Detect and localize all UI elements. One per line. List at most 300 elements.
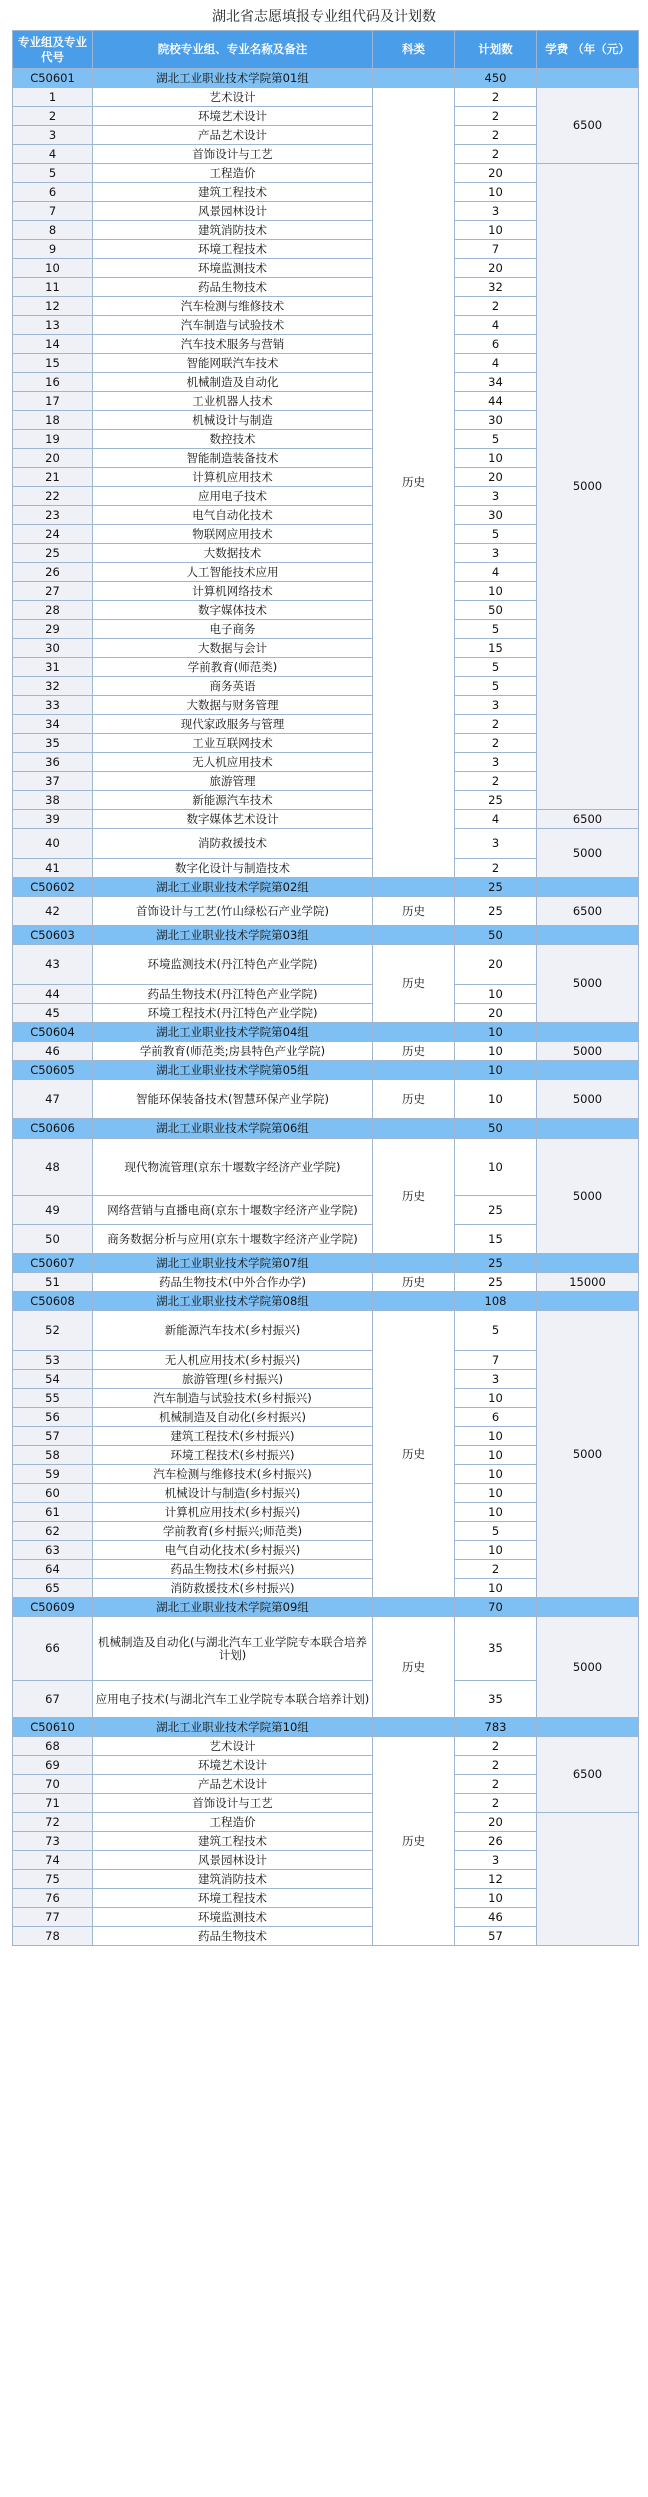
fee-cell: 6500 xyxy=(537,88,639,164)
major-plan: 10 xyxy=(455,1427,537,1446)
major-code: 30 xyxy=(13,639,93,658)
major-code: 12 xyxy=(13,297,93,316)
major-name: 大数据与财务管理 xyxy=(93,696,373,715)
fee-cell: 5000 xyxy=(537,945,639,1023)
major-plan: 2 xyxy=(455,1794,537,1813)
major-code: 37 xyxy=(13,772,93,791)
major-plan: 5 xyxy=(455,1311,537,1351)
major-code: 36 xyxy=(13,753,93,772)
major-code: 71 xyxy=(13,1794,93,1813)
major-code: 66 xyxy=(13,1617,93,1681)
header-name: 院校专业组、专业名称及备注 xyxy=(93,31,373,69)
major-name: 大数据技术 xyxy=(93,544,373,563)
major-plan: 32 xyxy=(455,278,537,297)
major-code: 18 xyxy=(13,411,93,430)
major-name: 大数据与会计 xyxy=(93,639,373,658)
subject-cell: 历史 xyxy=(373,1737,455,1946)
major-plan: 2 xyxy=(455,1756,537,1775)
major-code: 27 xyxy=(13,582,93,601)
major-code: 46 xyxy=(13,1042,93,1061)
group-row xyxy=(13,1023,639,1042)
major-plan: 3 xyxy=(455,829,537,859)
fee-cell: 5000 xyxy=(537,1617,639,1718)
subject-cell: 历史 xyxy=(373,1617,455,1718)
group-name: 湖北工业职业技术学院第09组 xyxy=(93,1598,373,1617)
major-plan: 20 xyxy=(455,1004,537,1023)
group-subject xyxy=(373,1254,455,1273)
major-row xyxy=(13,1813,639,1832)
major-plan: 20 xyxy=(455,259,537,278)
major-plan: 5 xyxy=(455,658,537,677)
major-plan: 3 xyxy=(455,487,537,506)
major-name: 消防救援技术(乡村振兴) xyxy=(93,1579,373,1598)
major-code: 45 xyxy=(13,1004,93,1023)
group-row xyxy=(13,1598,639,1617)
group-code: C50610 xyxy=(13,1718,93,1737)
major-code: 33 xyxy=(13,696,93,715)
page-title: 湖北省志愿填报专业组代码及计划数 xyxy=(212,9,436,25)
major-name: 智能网联汽车技术 xyxy=(93,354,373,373)
major-code: 68 xyxy=(13,1737,93,1756)
major-plan: 5 xyxy=(455,525,537,544)
fee-cell: 5000 xyxy=(537,1042,639,1061)
group-row xyxy=(13,1061,639,1080)
group-plan: 10 xyxy=(455,1023,537,1042)
major-plan: 4 xyxy=(455,354,537,373)
major-row xyxy=(13,1080,639,1119)
major-code: 72 xyxy=(13,1813,93,1832)
major-name: 计算机应用技术(乡村振兴) xyxy=(93,1503,373,1522)
group-fee xyxy=(537,1598,639,1617)
major-plan: 2 xyxy=(455,107,537,126)
major-name: 现代物流管理(京东十堰数字经济产业学院) xyxy=(93,1139,373,1196)
major-name: 产品艺术设计 xyxy=(93,1775,373,1794)
major-plan: 10 xyxy=(455,1889,537,1908)
major-plan: 10 xyxy=(455,1579,537,1598)
major-plan: 20 xyxy=(455,468,537,487)
major-code: 32 xyxy=(13,677,93,696)
major-plan: 2 xyxy=(455,715,537,734)
major-plan: 4 xyxy=(455,563,537,582)
group-name: 湖北工业职业技术学院第03组 xyxy=(93,926,373,945)
major-code: 74 xyxy=(13,1851,93,1870)
major-plan: 5 xyxy=(455,620,537,639)
major-code: 69 xyxy=(13,1756,93,1775)
major-code: 63 xyxy=(13,1541,93,1560)
group-subject xyxy=(373,1598,455,1617)
major-row xyxy=(13,1139,639,1196)
major-name: 药品生物技术 xyxy=(93,1927,373,1946)
major-plan: 35 xyxy=(455,1681,537,1718)
major-name: 新能源汽车技术(乡村振兴) xyxy=(93,1311,373,1351)
major-plan: 10 xyxy=(455,1484,537,1503)
major-row xyxy=(13,1311,639,1351)
major-plan: 2 xyxy=(455,1560,537,1579)
major-row xyxy=(13,88,639,107)
major-row xyxy=(13,1617,639,1681)
group-subject xyxy=(373,878,455,897)
major-name: 建筑工程技术(乡村振兴) xyxy=(93,1427,373,1446)
major-row xyxy=(13,810,639,829)
major-name: 无人机应用技术(乡村振兴) xyxy=(93,1351,373,1370)
header-code: 专业组及专业代号 xyxy=(13,31,93,69)
major-code: 78 xyxy=(13,1927,93,1946)
table-header-row xyxy=(13,31,639,69)
major-code: 56 xyxy=(13,1408,93,1427)
major-plan: 10 xyxy=(455,1389,537,1408)
group-subject xyxy=(373,1718,455,1737)
major-name: 学前教育(师范类) xyxy=(93,658,373,677)
major-code: 28 xyxy=(13,601,93,620)
subject-cell: 历史 xyxy=(373,88,455,878)
major-plan: 20 xyxy=(455,945,537,985)
major-code: 11 xyxy=(13,278,93,297)
major-name: 环境工程技术 xyxy=(93,1889,373,1908)
major-plan: 25 xyxy=(455,897,537,926)
major-name: 环境艺术设计 xyxy=(93,1756,373,1775)
major-plan: 35 xyxy=(455,1617,537,1681)
major-plan: 2 xyxy=(455,126,537,145)
major-plan: 20 xyxy=(455,164,537,183)
major-name: 药品生物技术(中外合作办学) xyxy=(93,1273,373,1292)
major-name: 消防救援技术 xyxy=(93,829,373,859)
major-plan: 4 xyxy=(455,810,537,829)
major-name: 首饰设计与工艺 xyxy=(93,145,373,164)
major-name: 环境工程技术(丹江特色产业学院) xyxy=(93,1004,373,1023)
major-name: 艺术设计 xyxy=(93,88,373,107)
major-name: 风景园林设计 xyxy=(93,1851,373,1870)
fee-cell: 6500 xyxy=(537,897,639,926)
major-name: 产品艺术设计 xyxy=(93,126,373,145)
group-plan: 70 xyxy=(455,1598,537,1617)
major-plan: 30 xyxy=(455,506,537,525)
major-row xyxy=(13,1273,639,1292)
major-plan: 25 xyxy=(455,791,537,810)
major-plan: 10 xyxy=(455,1541,537,1560)
plan-table xyxy=(12,30,639,1946)
major-plan: 46 xyxy=(455,1908,537,1927)
group-name: 湖北工业职业技术学院第05组 xyxy=(93,1061,373,1080)
major-code: 75 xyxy=(13,1870,93,1889)
group-name: 湖北工业职业技术学院第01组 xyxy=(93,69,373,88)
major-code: 41 xyxy=(13,859,93,878)
group-fee xyxy=(537,1061,639,1080)
group-code: C50609 xyxy=(13,1598,93,1617)
major-code: 49 xyxy=(13,1196,93,1225)
major-name: 机械设计与制造(乡村振兴) xyxy=(93,1484,373,1503)
major-code: 19 xyxy=(13,430,93,449)
major-name: 环境监测技术 xyxy=(93,1908,373,1927)
major-name: 学前教育(乡村振兴;师范类) xyxy=(93,1522,373,1541)
major-code: 22 xyxy=(13,487,93,506)
major-name: 环境工程技术 xyxy=(93,240,373,259)
major-name: 工程造价 xyxy=(93,1813,373,1832)
header-subject: 科类 xyxy=(373,31,455,69)
group-code: C50602 xyxy=(13,878,93,897)
major-name: 汽车技术服务与营销 xyxy=(93,335,373,354)
subject-cell: 历史 xyxy=(373,1273,455,1292)
major-code: 64 xyxy=(13,1560,93,1579)
major-plan: 10 xyxy=(455,1139,537,1196)
subject-cell: 历史 xyxy=(373,1080,455,1119)
major-row xyxy=(13,829,639,859)
major-plan: 2 xyxy=(455,88,537,107)
major-name: 计算机应用技术 xyxy=(93,468,373,487)
group-subject xyxy=(373,1292,455,1311)
major-row xyxy=(13,1737,639,1756)
major-code: 77 xyxy=(13,1908,93,1927)
major-plan: 30 xyxy=(455,411,537,430)
major-plan: 25 xyxy=(455,1196,537,1225)
group-plan: 450 xyxy=(455,69,537,88)
major-code: 4 xyxy=(13,145,93,164)
major-name: 建筑工程技术 xyxy=(93,1832,373,1851)
major-name: 智能制造装备技术 xyxy=(93,449,373,468)
major-plan: 3 xyxy=(455,753,537,772)
major-name: 汽车制造与试验技术(乡村振兴) xyxy=(93,1389,373,1408)
major-name: 汽车检测与维修技术(乡村振兴) xyxy=(93,1465,373,1484)
group-name: 湖北工业职业技术学院第06组 xyxy=(93,1119,373,1139)
group-code: C50603 xyxy=(13,926,93,945)
major-name: 汽车检测与维修技术 xyxy=(93,297,373,316)
group-subject xyxy=(373,1119,455,1139)
fee-cell: 5000 xyxy=(537,164,639,810)
major-plan: 26 xyxy=(455,1832,537,1851)
group-name: 湖北工业职业技术学院第10组 xyxy=(93,1718,373,1737)
major-name: 机械制造及自动化 xyxy=(93,373,373,392)
major-code: 3 xyxy=(13,126,93,145)
major-row xyxy=(13,164,639,183)
major-name: 应用电子技术(与湖北汽车工业学院专本联合培养计划) xyxy=(93,1681,373,1718)
major-name: 建筑消防技术 xyxy=(93,221,373,240)
major-code: 5 xyxy=(13,164,93,183)
group-fee xyxy=(537,1718,639,1737)
major-code: 29 xyxy=(13,620,93,639)
major-code: 38 xyxy=(13,791,93,810)
group-code: C50601 xyxy=(13,69,93,88)
group-row xyxy=(13,878,639,897)
major-code: 73 xyxy=(13,1832,93,1851)
header-plan: 计划数 xyxy=(455,31,537,69)
fee-cell: 5000 xyxy=(537,1139,639,1254)
major-name: 环境艺术设计 xyxy=(93,107,373,126)
major-name: 现代家政服务与管理 xyxy=(93,715,373,734)
major-plan: 2 xyxy=(455,772,537,791)
major-code: 8 xyxy=(13,221,93,240)
major-plan: 10 xyxy=(455,1446,537,1465)
major-name: 电气自动化技术 xyxy=(93,506,373,525)
group-row xyxy=(13,926,639,945)
major-name: 药品生物技术(乡村振兴) xyxy=(93,1560,373,1579)
fee-cell xyxy=(537,1813,639,1946)
major-code: 16 xyxy=(13,373,93,392)
major-name: 工业机器人技术 xyxy=(93,392,373,411)
fee-cell: 5000 xyxy=(537,1080,639,1119)
major-name: 旅游管理 xyxy=(93,772,373,791)
major-code: 60 xyxy=(13,1484,93,1503)
subject-cell: 历史 xyxy=(373,1042,455,1061)
major-name: 风景园林设计 xyxy=(93,202,373,221)
major-plan: 3 xyxy=(455,1370,537,1389)
group-row xyxy=(13,1292,639,1311)
major-plan: 3 xyxy=(455,696,537,715)
major-name: 智能环保装备技术(智慧环保产业学院) xyxy=(93,1080,373,1119)
group-name: 湖北工业职业技术学院第08组 xyxy=(93,1292,373,1311)
major-name: 商务数据分析与应用(京东十堰数字经济产业学院) xyxy=(93,1225,373,1254)
major-plan: 57 xyxy=(455,1927,537,1946)
major-name: 数控技术 xyxy=(93,430,373,449)
major-code: 61 xyxy=(13,1503,93,1522)
major-name: 应用电子技术 xyxy=(93,487,373,506)
major-plan: 20 xyxy=(455,1813,537,1832)
major-code: 50 xyxy=(13,1225,93,1254)
major-plan: 50 xyxy=(455,601,537,620)
major-code: 26 xyxy=(13,563,93,582)
major-plan: 2 xyxy=(455,734,537,753)
group-plan: 10 xyxy=(455,1061,537,1080)
major-name: 首饰设计与工艺(竹山绿松石产业学院) xyxy=(93,897,373,926)
major-code: 55 xyxy=(13,1389,93,1408)
group-subject xyxy=(373,1023,455,1042)
major-plan: 5 xyxy=(455,430,537,449)
fee-cell: 5000 xyxy=(537,1311,639,1598)
major-name: 首饰设计与工艺 xyxy=(93,1794,373,1813)
major-code: 43 xyxy=(13,945,93,985)
group-name: 湖北工业职业技术学院第04组 xyxy=(93,1023,373,1042)
header-fee: 学费 （年（元） xyxy=(537,31,639,69)
major-name: 物联网应用技术 xyxy=(93,525,373,544)
major-code: 65 xyxy=(13,1579,93,1598)
major-name: 药品生物技术 xyxy=(93,278,373,297)
major-name: 网络营销与直播电商(京东十堰数字经济产业学院) xyxy=(93,1196,373,1225)
group-fee xyxy=(537,926,639,945)
major-name: 艺术设计 xyxy=(93,1737,373,1756)
major-code: 23 xyxy=(13,506,93,525)
major-plan: 10 xyxy=(455,221,537,240)
major-name: 数字媒体技术 xyxy=(93,601,373,620)
major-plan: 10 xyxy=(455,183,537,202)
major-name: 无人机应用技术 xyxy=(93,753,373,772)
major-plan: 34 xyxy=(455,373,537,392)
major-code: 48 xyxy=(13,1139,93,1196)
major-plan: 15 xyxy=(455,639,537,658)
major-name: 药品生物技术(丹江特色产业学院) xyxy=(93,985,373,1004)
group-plan: 783 xyxy=(455,1718,537,1737)
major-name: 商务英语 xyxy=(93,677,373,696)
subject-cell: 历史 xyxy=(373,897,455,926)
major-plan: 3 xyxy=(455,202,537,221)
major-row xyxy=(13,1042,639,1061)
major-name: 汽车制造与试验技术 xyxy=(93,316,373,335)
major-code: 1 xyxy=(13,88,93,107)
major-code: 35 xyxy=(13,734,93,753)
group-plan: 50 xyxy=(455,926,537,945)
major-name: 机械制造及自动化(与湖北汽车工业学院专本联合培养计划) xyxy=(93,1617,373,1681)
major-name: 机械设计与制造 xyxy=(93,411,373,430)
major-plan: 10 xyxy=(455,1465,537,1484)
major-plan: 3 xyxy=(455,544,537,563)
major-code: 39 xyxy=(13,810,93,829)
group-plan: 25 xyxy=(455,878,537,897)
group-row xyxy=(13,1119,639,1139)
major-plan: 44 xyxy=(455,392,537,411)
major-plan: 7 xyxy=(455,240,537,259)
major-plan: 10 xyxy=(455,985,537,1004)
major-plan: 10 xyxy=(455,1503,537,1522)
major-code: 62 xyxy=(13,1522,93,1541)
major-code: 44 xyxy=(13,985,93,1004)
major-code: 40 xyxy=(13,829,93,859)
major-code: 24 xyxy=(13,525,93,544)
major-code: 54 xyxy=(13,1370,93,1389)
major-plan: 2 xyxy=(455,1775,537,1794)
major-code: 76 xyxy=(13,1889,93,1908)
group-name: 湖北工业职业技术学院第02组 xyxy=(93,878,373,897)
major-code: 42 xyxy=(13,897,93,926)
group-plan: 50 xyxy=(455,1119,537,1139)
major-code: 21 xyxy=(13,468,93,487)
major-plan: 25 xyxy=(455,1273,537,1292)
major-row xyxy=(13,897,639,926)
group-fee xyxy=(537,1023,639,1042)
group-fee xyxy=(537,1119,639,1139)
major-plan: 7 xyxy=(455,1351,537,1370)
major-code: 34 xyxy=(13,715,93,734)
major-plan: 10 xyxy=(455,1080,537,1119)
fee-cell: 6500 xyxy=(537,1737,639,1813)
major-name: 学前教育(师范类;房县特色产业学院) xyxy=(93,1042,373,1061)
major-name: 旅游管理(乡村振兴) xyxy=(93,1370,373,1389)
group-row xyxy=(13,1254,639,1273)
major-name: 人工智能技术应用 xyxy=(93,563,373,582)
major-code: 6 xyxy=(13,183,93,202)
major-name: 数字化设计与制造技术 xyxy=(93,859,373,878)
major-code: 13 xyxy=(13,316,93,335)
group-fee xyxy=(537,1254,639,1273)
group-subject xyxy=(373,926,455,945)
major-name: 数字媒体艺术设计 xyxy=(93,810,373,829)
major-code: 9 xyxy=(13,240,93,259)
group-code: C50604 xyxy=(13,1023,93,1042)
major-code: 51 xyxy=(13,1273,93,1292)
major-code: 57 xyxy=(13,1427,93,1446)
major-code: 17 xyxy=(13,392,93,411)
major-name: 电气自动化技术(乡村振兴) xyxy=(93,1541,373,1560)
major-code: 70 xyxy=(13,1775,93,1794)
major-plan: 10 xyxy=(455,449,537,468)
major-code: 58 xyxy=(13,1446,93,1465)
major-code: 2 xyxy=(13,107,93,126)
major-plan: 15 xyxy=(455,1225,537,1254)
major-code: 52 xyxy=(13,1311,93,1351)
group-code: C50605 xyxy=(13,1061,93,1080)
subject-cell: 历史 xyxy=(373,945,455,1023)
major-plan: 5 xyxy=(455,1522,537,1541)
major-code: 47 xyxy=(13,1080,93,1119)
major-plan: 12 xyxy=(455,1870,537,1889)
major-name: 新能源汽车技术 xyxy=(93,791,373,810)
group-fee xyxy=(537,1292,639,1311)
major-name: 机械制造及自动化(乡村振兴) xyxy=(93,1408,373,1427)
subject-cell: 历史 xyxy=(373,1139,455,1254)
group-code: C50608 xyxy=(13,1292,93,1311)
major-plan: 2 xyxy=(455,1737,537,1756)
major-plan: 2 xyxy=(455,859,537,878)
group-plan: 108 xyxy=(455,1292,537,1311)
major-plan: 10 xyxy=(455,1042,537,1061)
major-code: 67 xyxy=(13,1681,93,1718)
group-row xyxy=(13,69,639,88)
